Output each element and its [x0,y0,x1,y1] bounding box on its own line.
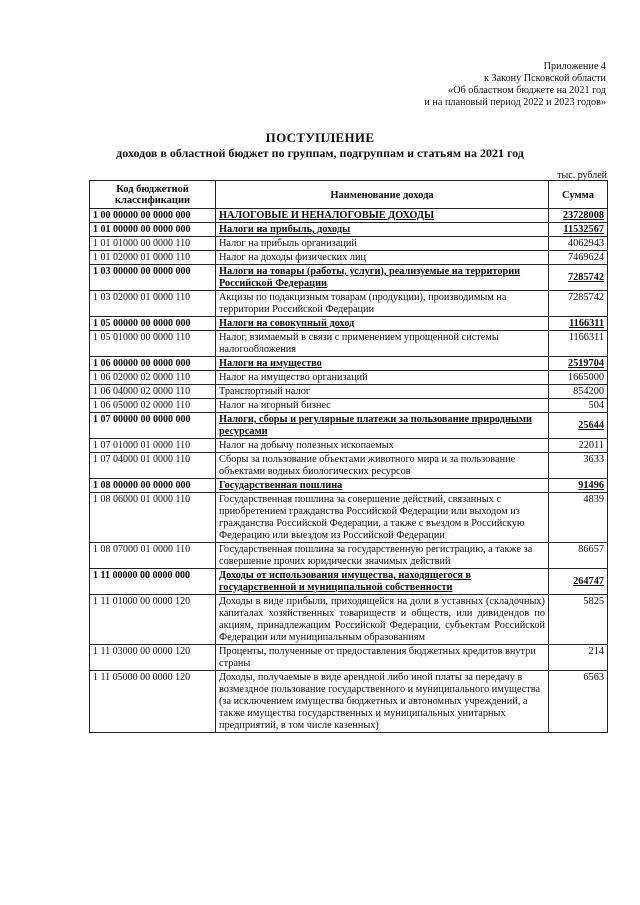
sum-cell: 4062943 [549,237,608,251]
code-cell: 1 03 02000 01 0000 110 [90,291,216,317]
table-row [90,543,608,569]
name-cell: Доходы в виде прибыли, приходящейся на доли в уставных (складочных) капиталах хозяйственных товариществ и обществ, или дивидендов по акциям, принадлежащим Российской Федерации, субъектам Российской Федерации или муниципальным образованиям [216,595,549,645]
table-row [90,371,608,385]
sum-cell: 7469624 [549,251,608,265]
name-cell: НАЛОГОВЫЕ И НЕНАЛОГОВЫЕ ДОХОДЫ [216,209,549,223]
document-title: ПОСТУПЛЕНИЕ [265,130,375,145]
code-cell: 1 06 00000 00 0000 000 [90,357,216,371]
code-cell: 1 11 00000 00 0000 000 [90,569,216,595]
name-cell: Акцизы по подакцизным товарам (продукции), производимым на территории Российской Федерации [216,291,549,317]
appendix-line: и на плановый период 2022 и 2023 годов» [424,97,606,108]
sum-cell: 504 [549,399,608,413]
sum-cell: 5825 [549,595,608,645]
appendix-line: к Закону Псковской области [484,73,606,84]
name-cell: Налог на добычу полезных ископаемых [216,439,549,453]
sum-cell: 86657 [549,543,608,569]
sum-cell: 6563 [549,671,608,733]
name-cell: Государственная пошлина [216,479,549,493]
code-cell: 1 08 06000 01 0000 110 [90,493,216,543]
code-cell: 1 11 01000 00 0000 120 [90,595,216,645]
name-cell: Государственная пошлина за государственную регистрацию, а также за совершение прочих юридически значимых действий [216,543,549,569]
table-row [90,209,608,223]
table-row [90,357,608,371]
sum-cell: 25644 [549,413,608,439]
document-subtitle: доходов в областной бюджет по группам, подгруппам и статьям на 2021 год [116,146,524,160]
table-row [90,671,608,733]
sum-cell: 854200 [549,385,608,399]
table-row [90,595,608,645]
name-cell: Налоги на совокупный доход [216,317,549,331]
appendix-line: «Об областном бюджете на 2021 год [448,85,606,96]
name-cell: Транспортный налог [216,385,549,399]
table-row [90,399,608,413]
sum-cell: 3633 [549,453,608,479]
sum-cell: 22011 [549,439,608,453]
table-row [90,493,608,543]
table-row [90,385,608,399]
header-code: Код бюджетной классификации [90,181,216,209]
code-cell: 1 05 01000 00 0000 110 [90,331,216,357]
sum-cell: 23728008 [549,209,608,223]
sum-cell: 2519704 [549,357,608,371]
sum-cell: 7285742 [549,265,608,291]
code-cell: 1 08 07000 01 0000 110 [90,543,216,569]
name-cell: Налог на имущество организаций [216,371,549,385]
code-cell: 1 00 00000 00 0000 000 [90,209,216,223]
code-cell: 1 06 02000 02 0000 110 [90,371,216,385]
name-cell: Налог на прибыль организаций [216,237,549,251]
name-cell: Доходы от использования имущества, находящегося в государственной и муниципальной собственности [216,569,549,595]
sum-cell: 264747 [549,569,608,595]
code-cell: 1 01 02000 01 0000 110 [90,251,216,265]
code-cell: 1 07 01000 01 0000 110 [90,439,216,453]
sum-cell: 1166311 [549,317,608,331]
sum-cell: 91496 [549,479,608,493]
name-cell: Доходы, получаемые в виде арендной либо иной платы за передачу в возмездное пользование государственного и муниципального имущества (за исключением имущества бюджетных и автономных учреждений, а также имущества государственных и муниципальных унитарных предприятий, в том числе казенных) [216,671,549,733]
code-cell: 1 03 00000 00 0000 000 [90,265,216,291]
table-row [90,645,608,671]
table-row [90,479,608,493]
code-cell: 1 01 01000 00 0000 110 [90,237,216,251]
table-row [90,331,608,357]
name-cell: Проценты, полученные от предоставления бюджетных кредитов внутри страны [216,645,549,671]
table-row [90,291,608,317]
name-cell: Налоги, сборы и регулярные платежи за пользование природными ресурсами [216,413,549,439]
table-row [90,223,608,237]
name-cell: Налог, взимаемый в связи с применением упрощенной системы налогообложения [216,331,549,357]
units-label: тыс. рублей [557,170,607,181]
sum-cell: 1166311 [549,331,608,357]
name-cell: Государственная пошлина за совершение действий, связанных с приобретением гражданства Российской Федерации или выходом из гражданства Российской Федерации, а также с въездом в Российскую Федерацию или выездом из Российской Федерации [216,493,549,543]
code-cell: 1 11 03000 00 0000 120 [90,645,216,671]
appendix-line: Приложение 4 [543,61,606,72]
sum-cell: 7285742 [549,291,608,317]
name-cell: Налоги на товары (работы, услуги), реализуемые на территории Российской Федерации [216,265,549,291]
header-name: Наименование дохода [216,181,549,209]
sum-cell: 1665000 [549,371,608,385]
code-cell: 1 01 00000 00 0000 000 [90,223,216,237]
table-row [90,413,608,439]
table-header-row [90,181,608,209]
name-cell: Налоги на имущество [216,357,549,371]
name-cell: Сборы за пользование объектами животного мира и за пользование объектами водных биологических ресурсов [216,453,549,479]
header-sum: Сумма [549,181,608,209]
sum-cell: 11532567 [549,223,608,237]
table-row [90,265,608,291]
code-cell: 1 06 04000 02 0000 110 [90,385,216,399]
code-cell: 1 05 00000 00 0000 000 [90,317,216,331]
name-cell: Налог на игорный бизнес [216,399,549,413]
sum-cell: 4839 [549,493,608,543]
table-row [90,317,608,331]
code-cell: 1 07 04000 01 0000 110 [90,453,216,479]
appendix-header [306,61,606,109]
name-cell: Налоги на прибыль, доходы [216,223,549,237]
name-cell: Налог на доходы физических лиц [216,251,549,265]
code-cell: 1 11 05000 00 0000 120 [90,671,216,733]
revenue-table [89,180,608,733]
code-cell: 1 06 05000 02 0000 110 [90,399,216,413]
table-row [90,237,608,251]
sum-cell: 214 [549,645,608,671]
table-row [90,453,608,479]
code-cell: 1 08 00000 00 0000 000 [90,479,216,493]
table-row [90,251,608,265]
table-row [90,569,608,595]
table-row [90,439,608,453]
code-cell: 1 07 00000 00 0000 000 [90,413,216,439]
